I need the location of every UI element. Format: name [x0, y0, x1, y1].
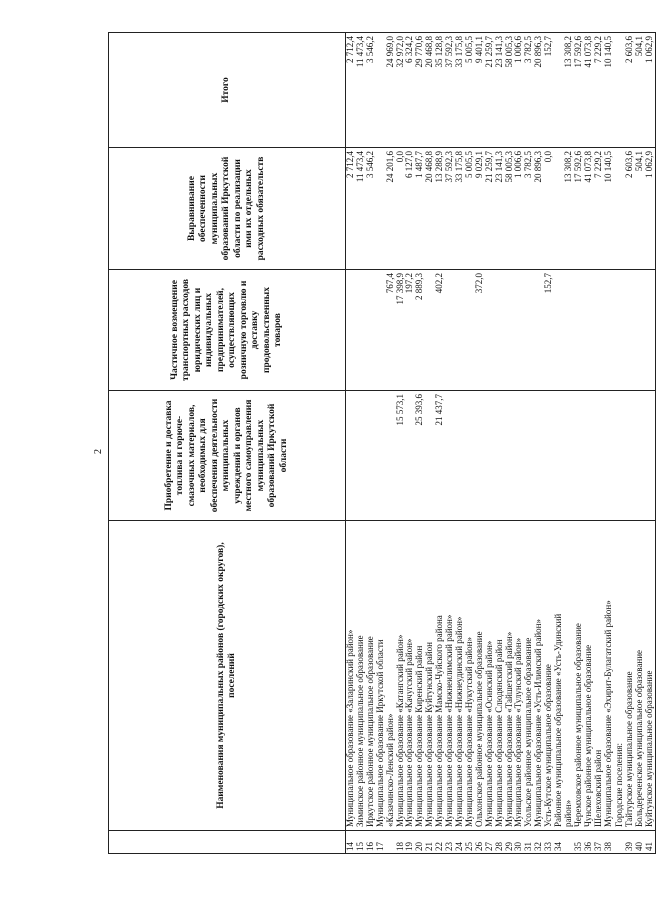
row-total-value: 20 468,8 — [425, 33, 435, 148]
row-name: Усть-Кутское муниципальное образование — [544, 521, 554, 831]
row-name: Усольское районное муниципальное образование — [524, 521, 534, 831]
row-equalization-value: 21 259,7 — [485, 148, 495, 270]
row-equalization-value: 41 073,8 — [584, 148, 594, 270]
row-name: Шелеховский район — [594, 521, 604, 831]
row-fuel-value — [564, 391, 574, 521]
row-index: 35 — [574, 831, 584, 854]
row-fuel-value — [346, 391, 356, 521]
row-fuel-value — [455, 391, 465, 521]
row-index: 34 — [554, 831, 564, 854]
row-equalization-value: 0,0 — [544, 148, 554, 270]
row-transport-value — [613, 270, 625, 391]
row-index: 14 — [346, 831, 356, 854]
row-name: Муниципальное образование «Тулунский район» — [514, 521, 524, 831]
row-total-value: 9 401,1 — [475, 33, 485, 148]
row-total-value: 2 712,4 — [346, 33, 356, 148]
row-index: 31 — [524, 831, 534, 854]
row-transport-value — [366, 270, 376, 391]
row-name: район» — [564, 521, 574, 831]
row-fuel-value — [514, 391, 524, 521]
row-name: Муниципальное образование «Качугский район» — [405, 521, 415, 831]
row-fuel-value — [554, 391, 564, 521]
row-fuel-value: 21 437,7 — [435, 391, 445, 521]
row-fuel-value — [376, 391, 386, 521]
row-total-value: 13 308,2 — [564, 33, 574, 148]
row-index: 22 — [435, 831, 445, 854]
row-fuel-value — [613, 391, 625, 521]
row-equalization-value: 11 473,4 — [356, 148, 366, 270]
row-fuel-value — [574, 391, 584, 521]
row-fuel-value — [544, 391, 554, 521]
row-total-value: 3 546,2 — [366, 33, 376, 148]
row-transport-value — [455, 270, 465, 391]
row-total-value: 10 140,5 — [604, 33, 614, 148]
row-equalization-value: 0,0 — [396, 148, 406, 270]
row-equalization-value: 2 712,4 — [346, 148, 356, 270]
row-index: 23 — [445, 831, 455, 854]
row-equalization-value: 7 229,2 — [594, 148, 604, 270]
row-fuel-value — [356, 391, 366, 521]
table-row — [645, 33, 655, 854]
row-transport-value — [524, 270, 534, 391]
row-transport-value: 767,4 — [386, 270, 396, 391]
row-index: 28 — [495, 831, 505, 854]
row-index: 25 — [465, 831, 475, 854]
row-transport-value — [635, 270, 645, 391]
row-name: Районное муниципальное образование «Усть-Удинский — [554, 521, 564, 831]
row-index: 19 — [405, 831, 415, 854]
row-transport-value — [505, 270, 515, 391]
row-fuel-value: 25 393,6 — [415, 391, 425, 521]
row-transport-value — [604, 270, 614, 391]
row-name: Зиминское районное муниципальное образование — [356, 521, 366, 831]
row-fuel-value — [465, 391, 475, 521]
row-index: 39 — [625, 831, 635, 854]
row-total-value: 6 324,2 — [405, 33, 415, 148]
row-total-value: 24 969,0 — [386, 33, 396, 148]
row-equalization-value: 13 288,9 — [435, 148, 445, 270]
row-index: 29 — [505, 831, 515, 854]
row-equalization-value: 5 005,5 — [465, 148, 475, 270]
row-name: Муниципальное образование «Катангский район» — [396, 521, 406, 831]
row-index: 37 — [594, 831, 604, 854]
row-equalization-value: 504,1 — [635, 148, 645, 270]
row-transport-value: 2 889,3 — [415, 270, 425, 391]
row-fuel-value — [475, 391, 485, 521]
row-total-value: 7 229,2 — [594, 33, 604, 148]
row-fuel-value — [584, 391, 594, 521]
row-total-value: 41 073,8 — [584, 33, 594, 148]
row-name: «Казачинско-Ленский район» — [386, 521, 396, 831]
row-equalization-value: 24 201,6 — [386, 148, 396, 270]
row-fuel-value — [534, 391, 544, 521]
row-name: Муниципальное образование «Заларинский район» — [346, 521, 356, 831]
row-transport-value: 197,2 — [405, 270, 415, 391]
row-name: Муниципальное образование «Усть-Илимский район» — [534, 521, 544, 831]
row-fuel-value — [445, 391, 455, 521]
header-total: Итого — [109, 33, 346, 148]
row-equalization-value: 2 603,6 — [625, 148, 635, 270]
row-equalization-value: 13 308,2 — [564, 148, 574, 270]
row-equalization-value: 20 468,8 — [425, 148, 435, 270]
row-name: Муниципальное образование Киренский район — [415, 521, 425, 831]
header-name: Наименования муниципальных районов (городских округов), поселений — [109, 521, 346, 831]
row-index: 27 — [485, 831, 495, 854]
row-total-value: 1 062,9 — [645, 33, 655, 148]
row-equalization-value: 1 062,9 — [645, 148, 655, 270]
row-transport-value: 152,7 — [544, 270, 554, 391]
row-fuel-value — [495, 391, 505, 521]
row-index: 30 — [514, 831, 524, 854]
row-name: Муниципальное образование «Осинский район» — [485, 521, 495, 831]
table-row — [604, 33, 614, 854]
row-transport-value — [564, 270, 574, 391]
row-name: Муниципальное образование Мамско-Чуйского района — [435, 521, 445, 831]
row-fuel-value — [625, 391, 635, 521]
row-transport-value: 372,0 — [475, 270, 485, 391]
row-equalization-value: 3 782,5 — [524, 148, 534, 270]
row-total-value: 1 006,6 — [514, 33, 524, 148]
table-body — [346, 33, 656, 854]
row-total-value: 504,1 — [635, 33, 645, 148]
row-equalization-value: 20 896,3 — [534, 148, 544, 270]
row-name: Муниципальное образование «Нижнеилимский район» — [445, 521, 455, 831]
row-total-value: 37 592,3 — [445, 33, 455, 148]
row-index: 40 — [635, 831, 645, 854]
row-transport-value — [645, 270, 655, 391]
row-index: 17 — [376, 831, 386, 854]
row-name: Муниципальное образование «Нукутский район» — [465, 521, 475, 831]
header-fuel: Приобретение и доставка топлива и горюче-смазочных материалов, необходимых для обеспечения деятельности муниципальных учреждений и органов местного самоуправления муниципальных образований Иркутской области — [109, 391, 346, 521]
row-equalization-value: 58 005,3 — [505, 148, 515, 270]
row-total-value: 33 175,8 — [455, 33, 465, 148]
row-equalization-value: 23 141,3 — [495, 148, 505, 270]
header-transport: Частичное возмещение транспортных расходов юридических лиц и индивидуальных предпринимателей, осуществляющих розничную торговлю и доставку продовольственных товаров — [109, 270, 346, 391]
row-name: Муниципальное образование «Эхирит-Булагатский район» — [604, 521, 614, 831]
header-row — [109, 33, 346, 854]
row-name: Чунское районное муниципальное образование — [584, 521, 594, 831]
row-name: Муниципальное образование Слюдянский район — [495, 521, 505, 831]
row-index: 33 — [544, 831, 554, 854]
row-equalization-value: 1 487,7 — [415, 148, 425, 270]
page-number: 2 — [93, 449, 104, 454]
row-equalization-value: 37 592,3 — [445, 148, 455, 270]
row-name: Тайтурское муниципальное образование — [625, 521, 635, 831]
row-total-value: 2 603,6 — [625, 33, 635, 148]
row-total-value: 11 473,4 — [356, 33, 366, 148]
row-equalization-value: 10 140,5 — [604, 148, 614, 270]
row-name: Муниципальное образование Иркутской области — [376, 521, 386, 831]
row-index: 24 — [455, 831, 465, 854]
row-index: 26 — [475, 831, 485, 854]
row-name: Больдереченское муниципальное образование — [635, 521, 645, 831]
row-index: 16 — [366, 831, 376, 854]
row-name: Ольхонское районное муниципальное образование — [475, 521, 485, 831]
row-fuel-value — [594, 391, 604, 521]
row-index: 21 — [425, 831, 435, 854]
row-fuel-value: 15 573,1 — [396, 391, 406, 521]
row-total-value: 32 972,0 — [396, 33, 406, 148]
row-index: 20 — [415, 831, 425, 854]
subsidy-table — [108, 32, 656, 854]
row-transport-value — [356, 270, 366, 391]
header-equalization: Выравнивание обеспеченности муниципальных образований Иркутской области по реализации ими их отдельных расходных обязательств — [109, 148, 346, 270]
row-total-value: 20 896,3 — [534, 33, 544, 148]
row-name: Муниципальное образование Куйтунский район — [425, 521, 435, 831]
row-equalization-value: 3 546,2 — [366, 148, 376, 270]
row-fuel-value — [604, 391, 614, 521]
row-total-value: 17 592,6 — [574, 33, 584, 148]
row-equalization-value: 33 175,8 — [455, 148, 465, 270]
row-transport-value — [514, 270, 524, 391]
row-fuel-value — [505, 391, 515, 521]
row-transport-value — [594, 270, 604, 391]
row-total-value: 21 259,7 — [485, 33, 495, 148]
row-equalization-value: 9 029,1 — [475, 148, 485, 270]
row-transport-value: 402,2 — [435, 270, 445, 391]
row-fuel-value — [485, 391, 495, 521]
row-name: Городские поселения: — [613, 521, 625, 831]
row-index: 18 — [396, 831, 406, 854]
row-transport-value — [554, 270, 564, 391]
row-index: 15 — [356, 831, 366, 854]
header-index — [109, 831, 346, 854]
row-index: 36 — [584, 831, 594, 854]
row-transport-value — [625, 270, 635, 391]
row-equalization-value: 1 006,6 — [514, 148, 524, 270]
row-fuel-value — [645, 391, 655, 521]
row-transport-value — [485, 270, 495, 391]
row-total-value: 35 128,8 — [435, 33, 445, 148]
row-transport-value — [346, 270, 356, 391]
row-transport-value: 17 398,9 — [396, 270, 406, 391]
row-total-value: 5 005,5 — [465, 33, 475, 148]
row-total-value: 152,7 — [544, 33, 554, 148]
row-name: Муниципальное образование «Тайшетский район» — [505, 521, 515, 831]
row-transport-value — [495, 270, 505, 391]
row-total-value: 58 005,3 — [505, 33, 515, 148]
row-total-value: 29 770,6 — [415, 33, 425, 148]
row-index: 41 — [645, 831, 655, 854]
row-equalization-value: 17 592,6 — [574, 148, 584, 270]
row-name: Куйтунское муниципальное образование — [645, 521, 655, 831]
row-equalization-value: 6 127,0 — [405, 148, 415, 270]
row-index: 32 — [534, 831, 544, 854]
row-name: Иркутское районное муниципальное образование — [366, 521, 376, 831]
table-row — [495, 33, 505, 854]
row-transport-value — [445, 270, 455, 391]
row-fuel-value — [366, 391, 376, 521]
row-total-value: 3 782,5 — [524, 33, 534, 148]
row-name: Муниципальное образование «Нижнеудинский район» — [455, 521, 465, 831]
row-index: 38 — [604, 831, 614, 854]
row-fuel-value — [524, 391, 534, 521]
row-name: Черемховское районное муниципальное образование — [574, 521, 584, 831]
rotated-table-container — [108, 33, 655, 854]
row-total-value: 23 141,3 — [495, 33, 505, 148]
row-transport-value — [584, 270, 594, 391]
row-transport-value — [574, 270, 584, 391]
row-fuel-value — [635, 391, 645, 521]
